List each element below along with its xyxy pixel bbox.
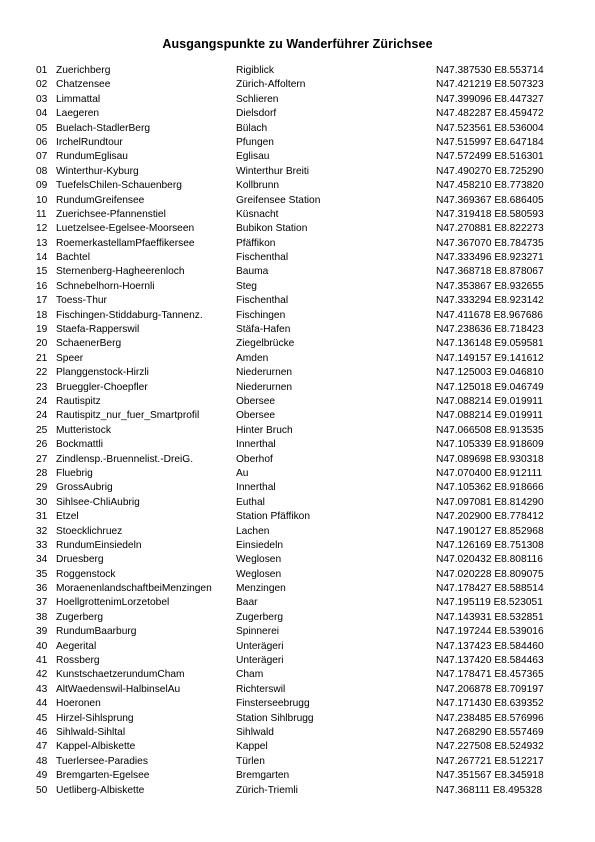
route-name: Hirzel-Sihlsprung	[56, 712, 134, 724]
list-item	[0, 755, 595, 769]
list-item	[0, 194, 595, 208]
coordinates: N47.267721 E8.512217	[436, 755, 544, 767]
list-item	[0, 769, 595, 783]
starting-place: Menzingen	[236, 583, 286, 595]
route-name: IrchelRundtour	[56, 136, 123, 148]
starting-place: Richterswil	[236, 683, 286, 695]
starting-place: Unterägeri	[236, 640, 284, 652]
starting-place: Bremgarten	[236, 770, 290, 782]
list-item	[0, 525, 595, 539]
starting-place: Amden	[236, 352, 269, 364]
coordinates: N47.125003 E9.046810	[436, 367, 544, 379]
row-number: 05	[36, 122, 48, 134]
coordinates: N47.197244 E8.539016	[436, 626, 544, 638]
starting-place: Winterthur Breiti	[236, 165, 310, 177]
coordinates: N47.458210 E8.773820	[436, 180, 544, 192]
coordinates: N47.202900 E8.778412	[436, 511, 544, 523]
route-name: Planggenstock-Hirzli	[56, 367, 149, 379]
route-name: Sihlwald-Sihltal	[56, 726, 126, 738]
row-number: 41	[36, 655, 48, 667]
starting-place: Hinter Bruch	[236, 424, 293, 436]
list-item	[0, 553, 595, 567]
row-number: 26	[36, 439, 48, 451]
starting-place: Au	[236, 467, 249, 479]
coordinates: N47.206878 E8.709197	[436, 683, 544, 695]
route-name: Kappel-Albiskette	[56, 741, 136, 753]
route-name: Zuerichberg	[56, 65, 111, 76]
route-name: Zuerichsee-Pfannenstiel	[56, 208, 166, 220]
list-item	[0, 93, 595, 107]
route-name: SchaenerBerg	[56, 338, 122, 350]
list-item	[0, 222, 595, 236]
route-name: Schnebelhorn-Hoernli	[56, 280, 155, 292]
starting-place: Schlieren	[236, 93, 279, 105]
list-item	[0, 625, 595, 639]
starting-place: Innerthal	[236, 482, 276, 494]
list-item	[0, 668, 595, 682]
list-item	[0, 481, 595, 495]
route-name: Speer	[56, 352, 84, 364]
list-item	[0, 409, 595, 423]
starting-place: Pfungen	[236, 136, 274, 148]
coordinates: N47.089698 E8.930318	[436, 453, 544, 465]
list-item	[0, 136, 595, 150]
route-name: Staefa-Rapperswil	[56, 324, 140, 336]
row-number: 47	[36, 741, 48, 753]
list-item	[0, 496, 595, 510]
starting-place: Küsnacht	[236, 208, 279, 220]
starting-place: Oberhof	[236, 453, 273, 465]
list-item	[0, 582, 595, 596]
list-item	[0, 323, 595, 337]
row-number: 16	[36, 280, 48, 292]
row-number: 08	[36, 165, 48, 177]
starting-place: Lachen	[236, 525, 270, 537]
route-name: Toess-Thur	[56, 295, 107, 307]
route-name: KunstschaetzerundumCham	[56, 669, 185, 681]
route-name: Winterthur-Kyburg	[56, 165, 139, 177]
list-item	[0, 179, 595, 193]
route-name: HoellgrottenimLorzetobel	[56, 597, 170, 609]
route-name: Mutteristock	[56, 424, 111, 436]
list-item	[0, 122, 595, 136]
coordinates: N47.190127 E8.852968	[436, 525, 544, 537]
row-number: 18	[36, 309, 48, 321]
list-item	[0, 265, 595, 279]
list-item	[0, 712, 595, 726]
route-name: Zugerberg	[56, 611, 104, 623]
starting-place: Greifensee Station	[236, 194, 321, 206]
starting-place: Sihlwald	[236, 726, 274, 738]
coordinates: N47.178471 E8.457365	[436, 669, 544, 681]
row-number: 14	[36, 252, 48, 264]
list-item	[0, 596, 595, 610]
row-number: 27	[36, 453, 48, 465]
row-number: 35	[36, 568, 48, 580]
row-number: 21	[36, 352, 48, 364]
list-item	[0, 352, 595, 366]
route-name: MoraenenlandschaftbeiMenzingen	[56, 583, 212, 595]
coordinates: N47.387530 E8.553714	[436, 65, 544, 76]
coordinates: N47.171430 E8.639352	[436, 698, 544, 710]
coordinates: N47.136148 E9.059581	[436, 338, 544, 350]
list-item	[0, 337, 595, 351]
coordinates: N47.020228 E8.809075	[436, 568, 544, 580]
list-item	[0, 294, 595, 308]
row-number: 46	[36, 726, 48, 738]
list-item	[0, 539, 595, 553]
coordinates: N47.105339 E8.918609	[436, 439, 544, 451]
list-item	[0, 740, 595, 754]
starting-place: Bauma	[236, 266, 269, 278]
starting-place: Eglisau	[236, 151, 270, 163]
list-item	[0, 467, 595, 481]
row-number: 48	[36, 755, 48, 767]
list-item	[0, 64, 595, 78]
row-number: 25	[36, 424, 48, 436]
starting-place: Fischingen	[236, 309, 286, 321]
row-number: 24	[36, 395, 48, 407]
row-number: 17	[36, 295, 48, 307]
row-number: 30	[36, 496, 48, 508]
coordinates: N47.572499 E8.516301	[436, 151, 544, 163]
starting-place: Cham	[236, 669, 264, 681]
coordinates: N47.490270 E8.725290	[436, 165, 544, 177]
route-name: Fluebrig	[56, 467, 93, 479]
route-name: Sternenberg-Hagheerenloch	[56, 266, 185, 278]
row-number: 10	[36, 194, 48, 206]
list-item	[0, 237, 595, 251]
row-number: 02	[36, 79, 48, 91]
list-item	[0, 424, 595, 438]
route-name: RundumBaarburg	[56, 626, 137, 638]
route-name: Uetliberg-Albiskette	[56, 784, 145, 796]
coordinates: N47.367070 E8.784735	[436, 237, 544, 249]
route-name: Brueggler-Choepfler	[56, 381, 148, 393]
route-name: RundumEinsiedeln	[56, 539, 142, 551]
starting-place: Türlen	[236, 755, 265, 767]
row-number: 31	[36, 511, 48, 523]
list-item	[0, 251, 595, 265]
starting-place: Niederurnen	[236, 381, 293, 393]
starting-place: Zürich-Triemli	[236, 784, 298, 796]
row-number: 32	[36, 525, 48, 537]
row-number: 42	[36, 669, 48, 681]
starting-place: Pfäffikon	[236, 237, 276, 249]
row-number: 03	[36, 93, 48, 105]
list-item	[0, 150, 595, 164]
row-number: 24	[36, 410, 48, 422]
coordinates: N47.333294 E8.923142	[436, 295, 544, 307]
list-item	[0, 784, 595, 798]
coordinates: N47.270881 E8.822273	[436, 223, 544, 235]
route-name: Zindlensp.-Bruennelist.-DreiG.	[56, 453, 194, 465]
starting-place: Bubikon Station	[236, 223, 308, 235]
row-number: 28	[36, 467, 48, 479]
starting-place: Obersee	[236, 395, 276, 407]
starting-place: Bülach	[236, 122, 268, 134]
row-number: 19	[36, 324, 48, 336]
row-number: 36	[36, 583, 48, 595]
route-name: Bachtel	[56, 252, 90, 264]
starting-place: Unterägeri	[236, 655, 284, 667]
route-name: RundumGreifensee	[56, 194, 145, 206]
coordinates: N47.399096 E8.447327	[436, 93, 544, 105]
route-name: TuefelsChilen-Schauenberg	[56, 180, 182, 192]
coordinates: N47.097081 E8.814290	[436, 496, 544, 508]
starting-place: Niederurnen	[236, 367, 293, 379]
list-item	[0, 395, 595, 409]
route-name: GrossAubrig	[56, 482, 113, 494]
list-item	[0, 438, 595, 452]
starting-place: Obersee	[236, 410, 276, 422]
starting-place: Baar	[236, 597, 258, 609]
route-name: Fischingen-Stiddaburg-Tannenz.	[56, 309, 203, 321]
list-item	[0, 683, 595, 697]
coordinates: N47.368111 E8.495328	[436, 784, 543, 796]
coordinates: N47.368718 E8.878067	[436, 266, 544, 278]
list-item	[0, 654, 595, 668]
coordinates: N47.523561 E8.536004	[436, 122, 544, 134]
coordinates: N47.126169 E8.751308	[436, 539, 544, 551]
coordinates: N47.070400 E8.912111	[436, 467, 543, 479]
route-name: Limmattal	[56, 93, 101, 105]
starting-place: Euthal	[236, 496, 265, 508]
list-item	[0, 208, 595, 222]
starting-place: Dielsdorf	[236, 108, 277, 120]
route-name: Bremgarten-Egelsee	[56, 770, 150, 782]
route-name: Roggenstock	[56, 568, 116, 580]
row-number: 04	[36, 108, 48, 120]
row-number: 49	[36, 770, 48, 782]
row-number: 20	[36, 338, 48, 350]
row-number: 09	[36, 180, 48, 192]
starting-place: Zürich-Affoltern	[236, 79, 306, 91]
row-number: 34	[36, 554, 48, 566]
row-number: 37	[36, 597, 48, 609]
starting-place: Rigiblick	[236, 65, 274, 76]
row-number: 38	[36, 611, 48, 623]
coordinates: N47.137420 E8.584463	[436, 655, 544, 667]
page-title: Ausgangspunkte zu Wanderführer Zürichsee	[162, 37, 433, 51]
row-number: 07	[36, 151, 48, 163]
coordinates: N47.411678 E8.967686	[436, 309, 543, 321]
starting-place: Station Pfäffikon	[236, 511, 311, 523]
route-name: RundumEglisau	[56, 151, 128, 163]
route-name: Rautispitz_nur_fuer_Smartprofil	[56, 410, 200, 422]
list-item	[0, 107, 595, 121]
list-item	[0, 309, 595, 323]
list-item	[0, 640, 595, 654]
row-number: 23	[36, 381, 48, 393]
row-number: 13	[36, 237, 48, 249]
list-item	[0, 697, 595, 711]
route-name: Etzel	[56, 511, 79, 523]
row-number: 43	[36, 683, 48, 695]
starting-place: Kappel	[236, 741, 268, 753]
starting-place: Weglosen	[236, 554, 282, 566]
starting-place: Steg	[236, 280, 257, 292]
list-item	[0, 568, 595, 582]
starting-place: Innerthal	[236, 439, 276, 451]
route-name: Rossberg	[56, 655, 100, 667]
row-number: 39	[36, 626, 48, 638]
coordinates: N47.268290 E8.557469	[436, 726, 544, 738]
row-number: 44	[36, 698, 48, 710]
starting-place: Fischenthal	[236, 252, 289, 264]
route-name: Aegerital	[56, 640, 97, 652]
coordinates: N47.369367 E8.686405	[436, 194, 544, 206]
row-number: 11	[36, 208, 47, 220]
starting-place: Finsterseebrugg	[236, 698, 310, 710]
list-item	[0, 611, 595, 625]
starting-place: Einsiedeln	[236, 539, 284, 551]
coordinates: N47.143931 E8.532851	[436, 611, 544, 623]
coordinates: N47.238636 E8.718423	[436, 324, 544, 336]
coordinates: N47.353867 E8.932655	[436, 280, 544, 292]
route-name: Laegeren	[56, 108, 100, 120]
coordinates: N47.125018 E9.046749	[436, 381, 544, 393]
coordinates: N47.333496 E8.923271	[436, 252, 544, 264]
coordinates: N47.515997 E8.647184	[436, 136, 544, 148]
route-name: RoemerkastellamPfaeffikersee	[56, 237, 195, 249]
coordinates: N47.319418 E8.580593	[436, 208, 544, 220]
row-number: 01	[36, 65, 48, 76]
route-name: Tuerlersee-Paradies	[56, 755, 148, 767]
list-item	[0, 381, 595, 395]
list-item	[0, 453, 595, 467]
row-number: 12	[36, 223, 48, 235]
row-number: 45	[36, 712, 48, 724]
starting-points-list	[0, 64, 595, 798]
list-item	[0, 366, 595, 380]
coordinates: N47.088214 E9.019911	[436, 410, 543, 422]
route-name: Bockmattli	[56, 439, 103, 451]
coordinates: N47.195119 E8.523051	[436, 597, 543, 609]
starting-place: Station Sihlbrugg	[236, 712, 314, 724]
list-item	[0, 510, 595, 524]
row-number: 29	[36, 482, 48, 494]
starting-place: Fischenthal	[236, 295, 289, 307]
route-name: Chatzensee	[56, 79, 111, 91]
coordinates: N47.421219 E8.507323	[436, 79, 544, 91]
list-item	[0, 165, 595, 179]
list-item	[0, 280, 595, 294]
coordinates: N47.088214 E9.019911	[436, 395, 543, 407]
list-item	[0, 78, 595, 92]
row-number: 06	[36, 136, 48, 148]
row-number: 33	[36, 539, 48, 551]
coordinates: N47.238485 E8.576996	[436, 712, 544, 724]
route-name: Druesberg	[56, 554, 104, 566]
coordinates: N47.066508 E8.913535	[436, 424, 544, 436]
coordinates: N47.137423 E8.584460	[436, 640, 544, 652]
coordinates: N47.351567 E8.345918	[436, 770, 544, 782]
route-name: Rautispitz	[56, 395, 101, 407]
starting-place: Zugerberg	[236, 611, 284, 623]
row-number: 15	[36, 266, 48, 278]
route-name: AltWaedenswil-HalbinselAu	[56, 683, 181, 695]
row-number: 22	[36, 367, 48, 379]
coordinates: N47.482287 E8.459472	[436, 108, 544, 120]
coordinates: N47.178427 E8.588514	[436, 583, 544, 595]
route-name: Stoecklichruez	[56, 525, 123, 537]
route-name: Hoeronen	[56, 698, 101, 710]
coordinates: N47.227508 E8.524932	[436, 741, 544, 753]
list-item	[0, 726, 595, 740]
coordinates: N47.020432 E8.808116	[436, 554, 543, 566]
row-number: 40	[36, 640, 48, 652]
coordinates: N47.149157 E9.141612	[436, 352, 544, 364]
route-name: Luetzelsee-Egelsee-Moorseen	[56, 223, 195, 235]
row-number: 50	[36, 784, 48, 796]
starting-place: Stäfa-Hafen	[236, 324, 291, 336]
coordinates: N47.105362 E8.918666	[436, 482, 544, 494]
route-name: Sihlsee-ChliAubrig	[56, 496, 140, 508]
starting-place: Spinnerei	[236, 626, 280, 638]
starting-place: Kollbrunn	[236, 180, 280, 192]
starting-place: Weglosen	[236, 568, 282, 580]
route-name: Buelach-StadlerBerg	[56, 122, 151, 134]
starting-place: Ziegelbrücke	[236, 338, 295, 350]
